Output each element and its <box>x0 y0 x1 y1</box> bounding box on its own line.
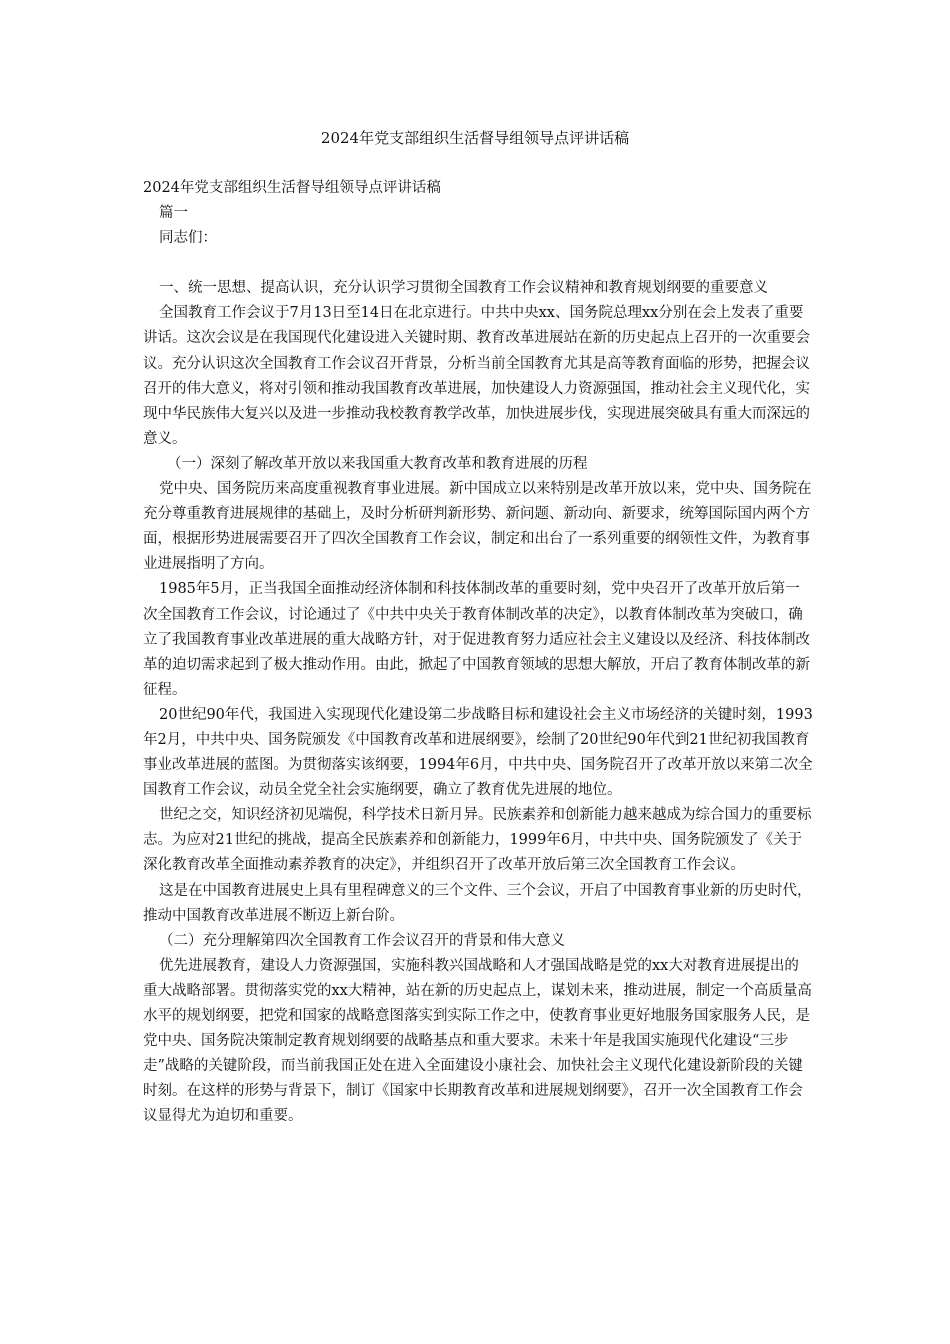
blank-line <box>143 251 813 276</box>
paragraph: 这是在中国教育进展史上具有里程碑意义的三个文件、三个会议，开启了中国教育事业新的历史时代，推动中国教育改革进展不断迈上新台阶。 <box>143 882 812 924</box>
document-title: 2024年党支部组织生活督导组领导点评讲话稿 <box>320 129 630 147</box>
document-subtitle: 2024年党支部组织生活督导组领导点评讲话稿 <box>143 180 441 196</box>
paragraph: 党中央、国务院历来高度重视教育事业进展。新中国成立以来特别是改革开放以来，党中央、国务院在充分尊重教育进展规律的基础上，及时分析研判新形势、新问题、新动向、新要求，统筹国际国内两个方面，根据形势进展需要召开了四次全国教育工作会议，制定和出台了一系列重要的纲领性文件，为教育事业进展指明了方向。 <box>143 481 812 573</box>
paragraph: 20世纪90年代，我国进入实现现代化建设第二步战略目标和建设社会主义市场经济的关键时刻，1993年2月，中共中央、国务院颁发《中国教育改革和进展纲要》，绘制了20世纪90年代到21世纪初我国教育事业改革进展的蓝图。为贯彻落实该纲要，1994年6月，中共中央、国务院召开了改革开放以来第二次全国教育工作会议，动员全党全社会实施纲要，确立了教育优先进展的地位。 <box>143 706 813 799</box>
paragraph: 1985年5月，正当我国全面推动经济体制和科技体制改革的重要时刻，党中央召开了改革开放后第一次全国教育工作会议，讨论通过了《中共中央关于教育体制改革的决定》，以教育体制改革为突破口，确立了我国教育事业改革进展的重大战略方针，对于促进教育努力适应社会主义建设以及经济、科技体制改革的迫切需求起到了极大推动作用。由此，掀起了中国教育领域的思想大解放，开启了教育体制改革的新征程。 <box>143 581 810 698</box>
subsection-heading: （一）深刻了解改革开放以来我国重大教育改革和教育进展的历程 <box>167 455 588 472</box>
section-heading: 一、统一思想、提高认识，充分认识学习贯彻全国教育工作会议精神和教育规划纲要的重要意义 <box>159 280 768 297</box>
salutation: 同志们： <box>159 230 217 247</box>
part-label: 篇一 <box>159 205 188 222</box>
paragraph: 优先进展教育，建设人力资源强国，实施科教兴国战略和人才强国战略是党的xx大对教育进展提出的重大战略部署。贯彻落实党的xx大精神，站在新的历史起点上，谋划未来，推动进展，制定一个高质量高水平的规划纲要，把党和国家的战略意图落实到实际工作之中，使教育事业更好地服务国家服务人民，是党中央、国务院决策制定教育规划纲要的战略基点和重大要求。未来十年是我国实施现代化建设“三步走”战略的关键阶段，而当前我国正处在进入全面建设小康社会、加快社会主义现代化建设新阶段的关键时刻。在这样的形势与背景下，制订《国家中长期教育改革和进展规划纲要》，召开一次全国教育工作会议显得尤为迫切和重要。 <box>143 957 812 1125</box>
paragraph: 世纪之交，知识经济初见端倪，科学技术日新月异。民族素养和创新能力越来越成为综合国力的重要标志。为应对21世纪的挑战，提高全民族素养和创新能力，1999年6月，中共中央、国务院颁发了《关于深化教育改革全面推动素养教育的决定》，并组织召开了改革开放后第三次全国教育工作会议。 <box>143 807 812 874</box>
subsection-heading: （二）充分理解第四次全国教育工作会议召开的背景和伟大意义 <box>159 932 565 949</box>
document-body <box>143 176 813 1129</box>
paragraph: 全国教育工作会议于7月13日至14日在北京进行。中共中央xx、国务院总理xx分别在会上发表了重要讲话。这次会议是在我国现代化建设进入关键时期、教育改革进展站在新的历史起点上召开的一次重要会议。充分认识这次全国教育工作会议召开背景，分析当前全国教育尤其是高等教育面临的形势，把握会议召开的伟大意义，将对引领和推动我国教育改革进展，加快建设人力资源强国，推动社会主义现代化，实现中华民族伟大复兴以及进一步推动我校教育教学改革，加快进展步伐，实现进展突破具有重大而深远的意义。 <box>143 305 810 447</box>
